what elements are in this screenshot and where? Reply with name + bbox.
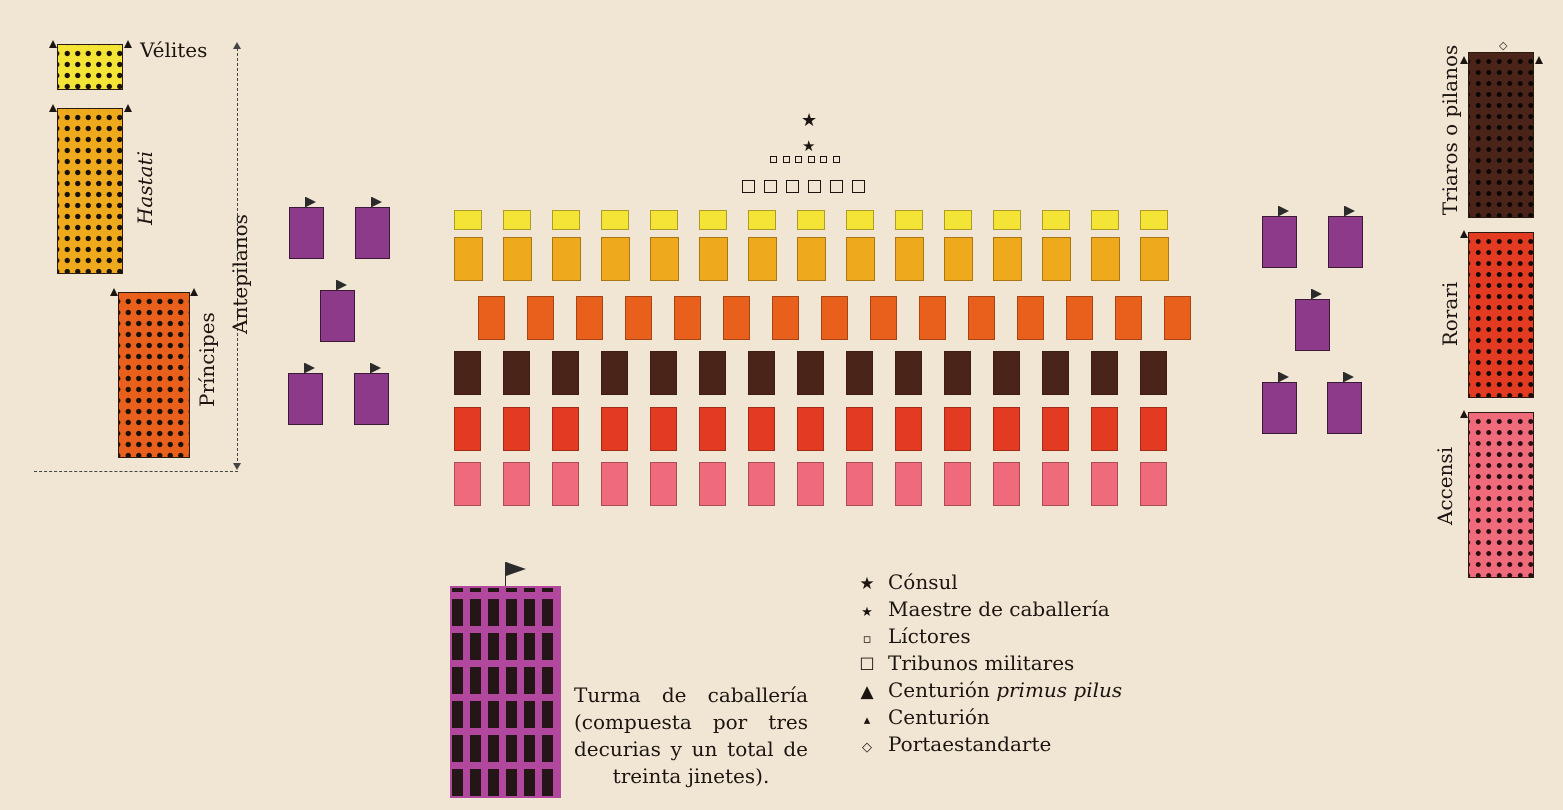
- antepilanos-baseline: [34, 471, 238, 472]
- cavalry-squadron: [320, 290, 355, 342]
- cavalry-squadron: [289, 207, 324, 259]
- accensi-cohort: [1091, 462, 1118, 506]
- principes-cohort: [1115, 296, 1142, 340]
- hastati-cohort: [1042, 237, 1071, 281]
- velites-cohort: [895, 210, 923, 230]
- triarios-cohort: [503, 351, 530, 395]
- legend-symbol-icon: ☐: [859, 655, 875, 675]
- legend-text: Cónsul: [888, 570, 958, 594]
- triarios-cohort: [1091, 351, 1118, 395]
- turma-caption: [574, 682, 808, 790]
- velites-cohort: [1042, 210, 1070, 230]
- principes-cohort: [968, 296, 995, 340]
- tribuno-icon: [764, 180, 777, 193]
- rorari-cohort: [601, 407, 628, 451]
- velites-cohort: [944, 210, 972, 230]
- tribunos-row: [742, 180, 878, 196]
- rorari-cohort: [454, 407, 481, 451]
- turma-caption-line: (compuesta por tres: [574, 710, 808, 734]
- lictor-icon: [833, 156, 840, 163]
- legend-text: Maestre de caballería: [888, 597, 1110, 621]
- centurion-icon: [124, 104, 132, 112]
- cavalry-squadron: [1262, 382, 1297, 434]
- legend-symbol-icon: ◇: [862, 740, 872, 755]
- triarios-cohort: [1042, 351, 1069, 395]
- principes-label: Príncipes: [195, 312, 219, 407]
- consul-star-icon: ★: [801, 110, 818, 131]
- centurion-icon: [1460, 410, 1468, 418]
- hastati-cohort: [748, 237, 777, 281]
- lictor-icon: [770, 156, 777, 163]
- legend-item: [852, 678, 1122, 702]
- accensi-cohort: [601, 462, 628, 506]
- accensi-cohort: [552, 462, 579, 506]
- cavalry-squadron: [1328, 216, 1363, 268]
- triarios-cohort: [650, 351, 677, 395]
- hastati-cohort: [1140, 237, 1169, 281]
- accensi-cohort: [895, 462, 922, 506]
- lictores-row: [770, 156, 850, 166]
- rorari-cohort: [797, 407, 824, 451]
- centurion-icon: [190, 288, 198, 296]
- rorari-cohort: [944, 407, 971, 451]
- velites-cohort: [552, 210, 580, 230]
- arrow-up-icon: [233, 42, 241, 49]
- velites-label: Vélites: [140, 38, 208, 62]
- velites-cohort: [454, 210, 482, 230]
- velites-cohort: [846, 210, 874, 230]
- turma-caption-line: decurias y un total de: [574, 737, 808, 761]
- legend-item: [852, 651, 1074, 675]
- hastati-cohort: [944, 237, 973, 281]
- centurion-icon: [1460, 230, 1468, 238]
- centurion-icon: [110, 288, 118, 296]
- principes-cohort: [919, 296, 946, 340]
- hastati-cohort: [650, 237, 679, 281]
- triarios-cohort: [993, 351, 1020, 395]
- rorari-cohort: [748, 407, 775, 451]
- velites-block: [57, 44, 123, 90]
- hastati-cohort: [797, 237, 826, 281]
- hastati-cohort: [1091, 237, 1120, 281]
- tribuno-icon: [852, 180, 865, 193]
- rorari-cohort: [895, 407, 922, 451]
- rorari-cohort: [503, 407, 530, 451]
- legend-symbol-icon: ▫: [862, 632, 872, 647]
- cavalry-squadron: [354, 373, 389, 425]
- flag-icon: [305, 363, 315, 373]
- flag-icon: [1279, 372, 1289, 382]
- legend-item: [852, 570, 958, 594]
- principes-cohort: [772, 296, 799, 340]
- velites-cohort: [1091, 210, 1119, 230]
- legend-symbol-icon: ★: [861, 605, 873, 620]
- hastati-label: Hastati: [133, 150, 157, 226]
- cavalry-squadron: [1295, 299, 1330, 351]
- centurion-icon: [1535, 56, 1543, 64]
- principes-cohort: [576, 296, 603, 340]
- flag-icon: [1345, 206, 1355, 216]
- triarios-block: [1468, 52, 1534, 218]
- arrow-down-icon: [233, 463, 241, 470]
- rorari-cohort: [993, 407, 1020, 451]
- lictor-icon: [783, 156, 790, 163]
- principes-cohort: [478, 296, 505, 340]
- legend-text: Líctores: [888, 624, 971, 648]
- rorari-cohort: [1140, 407, 1167, 451]
- centurion-icon: [49, 40, 57, 48]
- velites-cohort: [650, 210, 678, 230]
- legend-item: [852, 597, 1110, 621]
- flag-icon: [1279, 206, 1289, 216]
- legend-item: [852, 732, 1051, 756]
- cavalry-squadron: [288, 373, 323, 425]
- triarios-cohort: [895, 351, 922, 395]
- principes-cohort: [870, 296, 897, 340]
- rorari-cohort: [650, 407, 677, 451]
- legend-symbol-icon: ▲: [860, 682, 874, 702]
- triarios-cohort: [699, 351, 726, 395]
- accensi-cohort: [454, 462, 481, 506]
- accensi-cohort: [1140, 462, 1167, 506]
- accensi-cohort: [699, 462, 726, 506]
- centurion-icon: [124, 40, 132, 48]
- principes-cohort: [527, 296, 554, 340]
- accensi-cohort: [650, 462, 677, 506]
- rorari-cohort: [552, 407, 579, 451]
- tribuno-icon: [808, 180, 821, 193]
- principes-cohort: [625, 296, 652, 340]
- velites-cohort: [1140, 210, 1168, 230]
- hastati-cohort: [895, 237, 924, 281]
- maestre-star-icon: ★: [802, 137, 816, 155]
- flag-icon: [337, 280, 347, 290]
- turma-flag-icon: [506, 562, 526, 576]
- turma-caption-line: treinta jinetes).: [612, 764, 770, 788]
- flag-icon: [371, 363, 381, 373]
- principes-cohort: [723, 296, 750, 340]
- hastati-cohort: [552, 237, 581, 281]
- legend-symbol-icon: ▴: [863, 713, 871, 728]
- rorari-cohort: [1042, 407, 1069, 451]
- flag-icon: [372, 197, 382, 207]
- legend-text-italic: primus pilus: [996, 678, 1123, 702]
- triarios-cohort: [846, 351, 873, 395]
- rorari-label: Rorari: [1438, 281, 1462, 347]
- rorari-block: [1468, 232, 1534, 398]
- accensi-cohort: [993, 462, 1020, 506]
- accensi-cohort: [748, 462, 775, 506]
- hastati-cohort: [846, 237, 875, 281]
- accensi-cohort: [797, 462, 824, 506]
- lictor-icon: [795, 156, 802, 163]
- legend-text: Portaestandarte: [888, 732, 1052, 756]
- accensi-block: [1468, 412, 1534, 578]
- hastati-cohort: [601, 237, 630, 281]
- rorari-cohort: [1091, 407, 1118, 451]
- flag-icon: [1344, 372, 1354, 382]
- hastati-cohort: [503, 237, 532, 281]
- flag-icon: [306, 197, 316, 207]
- principes-cohort: [1066, 296, 1093, 340]
- lictor-icon: [820, 156, 827, 163]
- legend-symbol-icon: ★: [859, 574, 875, 594]
- velites-cohort: [601, 210, 629, 230]
- velites-cohort: [993, 210, 1021, 230]
- cavalry-squadron: [355, 207, 390, 259]
- principes-block: [118, 292, 190, 458]
- legend-text: Centurión: [888, 705, 990, 729]
- triarios-cohort: [552, 351, 579, 395]
- accensi-cohort: [1042, 462, 1069, 506]
- triarios-cohort: [944, 351, 971, 395]
- hastati-block: [57, 108, 123, 274]
- legend-item: [852, 624, 971, 648]
- principes-cohort: [1017, 296, 1044, 340]
- legend-text: Centurión: [888, 678, 997, 702]
- velites-cohort: [699, 210, 727, 230]
- antepilanos-label: Antepilanos: [228, 214, 252, 334]
- centurion-icon: [49, 104, 57, 112]
- triarios-cohort: [1140, 351, 1167, 395]
- turma-block: [450, 586, 561, 798]
- hastati-cohort: [454, 237, 483, 281]
- triarios-cohort: [601, 351, 628, 395]
- rorari-cohort: [846, 407, 873, 451]
- principes-cohort: [821, 296, 848, 340]
- portaestandarte-icon: ◇: [1499, 39, 1508, 52]
- legend-text: Tribunos militares: [888, 651, 1075, 675]
- tribuno-icon: [742, 180, 755, 193]
- triarios-cohort: [454, 351, 481, 395]
- velites-cohort: [797, 210, 825, 230]
- accensi-label: Accensi: [1433, 446, 1457, 526]
- principes-cohort: [1164, 296, 1191, 340]
- velites-cohort: [748, 210, 776, 230]
- tribuno-icon: [830, 180, 843, 193]
- triarios-label: Triaros o pilanos: [1438, 44, 1462, 216]
- tribuno-icon: [786, 180, 799, 193]
- triarios-cohort: [797, 351, 824, 395]
- flag-icon: [1312, 289, 1322, 299]
- hastati-cohort: [993, 237, 1022, 281]
- lictor-icon: [808, 156, 815, 163]
- triarios-cohort: [748, 351, 775, 395]
- accensi-cohort: [846, 462, 873, 506]
- velites-cohort: [503, 210, 531, 230]
- cavalry-squadron: [1327, 382, 1362, 434]
- legend-item: [852, 705, 990, 729]
- principes-cohort: [674, 296, 701, 340]
- centurion-icon: [1460, 56, 1468, 64]
- hastati-cohort: [699, 237, 728, 281]
- accensi-cohort: [503, 462, 530, 506]
- turma-caption-line: Turma de caballería: [574, 683, 808, 707]
- accensi-cohort: [944, 462, 971, 506]
- cavalry-squadron: [1262, 216, 1297, 268]
- rorari-cohort: [699, 407, 726, 451]
